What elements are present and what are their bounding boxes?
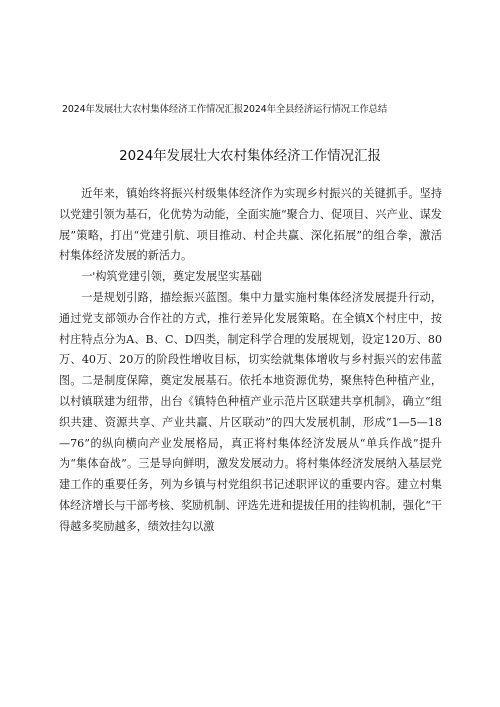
document-header: 2024年发展壮大农村集体经济工作情况汇报2024年全县经济运行情况工作总结 — [62, 104, 388, 115]
document-title: 2024年发展壮大农村集体经济工作情况汇报 — [119, 149, 381, 164]
document-body — [59, 184, 442, 538]
body-paragraph: 近年来，镇始终将振兴村级集体经济作为实现乡村振兴的关键抓手。坚持以党建引领为基石，化优势为动能，全面实施“聚合力、促项目、兴产业、谋发展”策略，打出“党建引航、项目推动、村企共赢、深化拓展”的组合拳，激活村集体经济发展的新活力。 — [59, 187, 442, 263]
body-paragraph: 一是规划引路，描绘振兴蓝图。集中力量实施村集体经济发展提升行动，通过党支部领办合作社的方式，推行差异化发展策略。在全镇X个村庄中，按村庄特点分为A、B、C、D四类，制定科学合理的发展规划，设定120万、80万、40万、20万的阶段性增收目标，切实绘就集体增收与乡村振兴的宏伟蓝图。二是制度保障，奠定发展基石。依托本地资源优势，聚焦特色种植产业，以村镇联建为纽带，出台《镇特色种植产业示范片区联建共享机制》，确立“组织共建、资源共享、产业共赢、片区联动”的四大发展机制，形成“1—5—18—76”的纵向横向产业发展格局，真正将村集体经济发展从“单兵作战”提升为“集体奋战”。三是导向鲜明，激发发展动力。将村集体经济发展纳入基层党建工作的重要任务，列为乡镇与村党组织书记述职评议的重要内容。建立村集体经济增长与干部考核、奖励机制、评选先进和提拔任用的挂钩机制，强化“干得越多奖励越多，绩效挂勾以激 — [59, 290, 442, 533]
section-heading: 一'构筑党建引领，奠定发展坚实基础 — [81, 270, 262, 284]
